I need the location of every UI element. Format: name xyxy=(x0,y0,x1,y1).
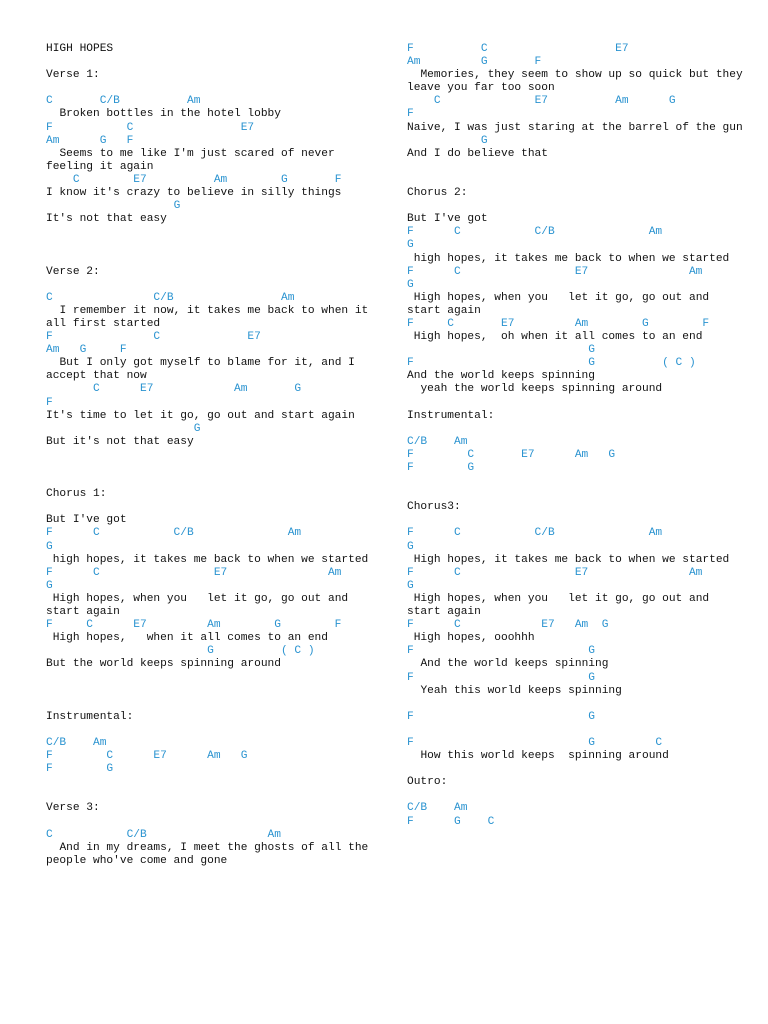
lyric-line: High hopes, when it all comes to an end xyxy=(46,632,328,645)
chord-line: F C C/B Am xyxy=(407,527,663,540)
lyric-line: Verse 2: xyxy=(46,265,100,278)
chord-line: C C/B Am xyxy=(46,828,281,841)
lyric-line: Chorus3: xyxy=(407,501,461,514)
chord-line: F G xyxy=(407,462,475,474)
chord-line: F xyxy=(407,108,414,121)
chord-line: F C E7 Am G F xyxy=(46,619,342,632)
chord-line: F G C xyxy=(407,815,495,828)
blank-line xyxy=(407,174,747,187)
lyric-line: And the world keeps spinning xyxy=(407,370,595,383)
chord-line: Am G F xyxy=(46,344,127,357)
blank-line xyxy=(407,789,747,802)
lyric-line: I remember it now, it takes me back to when it all first started xyxy=(46,304,375,330)
lyric-line: And in my dreams, I meet the ghosts of all the people who've come and gone xyxy=(46,841,375,867)
chord-line: F C E7 Am G xyxy=(407,619,609,632)
lyric-line: But it's not that easy xyxy=(46,435,194,448)
lyric-line: High hopes, when you let it go, go out and start again xyxy=(407,592,716,619)
lyric-line: Naive, I was just staring at the barrel of the gun xyxy=(407,121,743,134)
blank-line xyxy=(407,724,747,737)
lyric-line: High hopes, it takes me back to when we started xyxy=(407,553,730,566)
chord-line: C E7 Am G xyxy=(407,95,676,108)
chord-line: G xyxy=(407,134,488,147)
chord-line: G xyxy=(46,540,53,553)
chord-line: F G C xyxy=(407,736,663,749)
left-column xyxy=(46,43,376,868)
chord-line: F C C/B Am xyxy=(46,527,302,540)
lyric-line: But I've got xyxy=(407,213,488,226)
blank-line xyxy=(407,475,747,488)
chord-line: C C/B Am xyxy=(46,291,295,304)
blank-line xyxy=(407,161,747,174)
blank-line xyxy=(46,724,376,737)
blank-line xyxy=(46,82,376,95)
blank-line xyxy=(46,226,376,239)
blank-line xyxy=(407,698,747,711)
blank-line xyxy=(407,200,747,213)
chord-line: C E7 Am G F xyxy=(46,173,342,186)
chord-line: G xyxy=(407,540,414,553)
blank-line xyxy=(407,397,747,410)
lyric-line: It's time to let it go, go out and start again xyxy=(46,409,355,422)
chord-line: G xyxy=(46,422,201,435)
chord-line: F C E7 Am xyxy=(407,566,703,579)
chord-line: F C E7 Am xyxy=(46,566,342,579)
lyric-line: Yeah this world keeps spinning xyxy=(407,684,622,697)
blank-line xyxy=(46,56,376,69)
blank-line xyxy=(46,698,376,711)
lyric-line: But I've got xyxy=(46,514,127,527)
blank-line xyxy=(46,672,376,685)
chord-line: G xyxy=(46,200,181,213)
chord-line: F G xyxy=(407,710,595,723)
lyric-line: High hopes, when you let it go, go out and start again xyxy=(46,592,355,619)
lyric-line: And the world keeps spinning xyxy=(407,658,609,671)
blank-line xyxy=(46,816,376,829)
chord-line: G ( C ) xyxy=(46,645,315,658)
lyric-line: Verse 3: xyxy=(46,802,100,815)
chord-line: F C E7 Am G F xyxy=(407,317,710,330)
lyric-line: High hopes, oh when it all comes to an end xyxy=(407,331,703,344)
lyric-line: Instrumental: xyxy=(46,710,134,723)
blank-line xyxy=(46,685,376,698)
chord-line: F C C/B Am xyxy=(407,226,663,239)
chord-line: G xyxy=(407,239,414,252)
chord-line: C/B Am xyxy=(407,435,468,448)
chord-line: G xyxy=(407,278,414,291)
blank-line xyxy=(46,462,376,475)
blank-line xyxy=(46,501,376,514)
chord-line: C C/B Am xyxy=(46,95,201,108)
lyric-line: And I do believe that xyxy=(407,147,548,160)
chord-line: G xyxy=(46,579,53,592)
lyric-line: Chorus 1: xyxy=(46,488,107,501)
chord-line: F C E7 xyxy=(46,331,261,344)
lyric-line: But the world keeps spinning around xyxy=(46,658,281,671)
chord-line: C E7 Am G xyxy=(46,383,302,396)
lyric-line: Instrumental: xyxy=(407,409,495,422)
right-column xyxy=(407,43,750,829)
lyric-line: How this world keeps spinning around xyxy=(407,750,669,763)
blank-line xyxy=(407,763,747,776)
chord-line: F G xyxy=(46,763,114,776)
chord-line: F C E7 Am G xyxy=(46,750,248,763)
chord-line: F C E7 Am G xyxy=(407,448,616,461)
lyric-line: HIGH HOPES xyxy=(46,43,114,55)
lyric-line: Outro: xyxy=(407,776,448,789)
lyric-line: high hopes, it takes me back to when we started xyxy=(46,553,369,566)
lyric-line: yeah the world keeps spinning around xyxy=(407,383,663,396)
lyric-line: I know it's crazy to believe in silly things xyxy=(46,187,342,200)
chord-line: F G ( C ) xyxy=(407,357,696,370)
chord-line: Am G F xyxy=(407,56,542,69)
chord-line: G xyxy=(407,344,595,357)
chord-line: F C E7 Am xyxy=(407,265,703,278)
blank-line xyxy=(46,475,376,488)
chord-line: F xyxy=(46,396,53,409)
lyric-line: Verse 1: xyxy=(46,69,100,82)
blank-line xyxy=(46,253,376,266)
blank-line xyxy=(46,776,376,789)
blank-line xyxy=(407,488,747,501)
lyric-line: But I only got myself to blame for it, and I accept that now xyxy=(46,357,362,383)
lyric-line: Chorus 2: xyxy=(407,187,468,200)
lyric-line: It's not that easy xyxy=(46,213,167,226)
lyric-line: Seems to me like I'm just scared of never feeling it again xyxy=(46,147,342,173)
blank-line xyxy=(46,449,376,462)
chord-line: F C E7 xyxy=(46,121,255,134)
chord-line: G xyxy=(407,579,414,592)
lyric-line: High hopes, when you let it go, go out and start again xyxy=(407,291,716,317)
chord-line: F G xyxy=(407,645,595,658)
lyric-line: high hopes, it takes me back to when we started xyxy=(407,252,730,265)
blank-line xyxy=(407,423,747,436)
blank-line xyxy=(46,279,376,292)
chord-line: F C E7 xyxy=(407,43,629,55)
lyric-line: Broken bottles in the hotel lobby xyxy=(46,108,281,121)
chord-line: C/B Am xyxy=(407,802,468,815)
chord-line: F G xyxy=(407,671,595,684)
blank-line xyxy=(407,514,747,527)
lyric-line: Memories, they seem to show up so quick but they leave you far too soon xyxy=(407,69,750,95)
chord-line: Am G F xyxy=(46,134,134,147)
blank-line xyxy=(46,789,376,802)
lyric-line: High hopes, ooohhh xyxy=(407,632,535,645)
chord-line: C/B Am xyxy=(46,736,107,749)
blank-line xyxy=(46,239,376,252)
